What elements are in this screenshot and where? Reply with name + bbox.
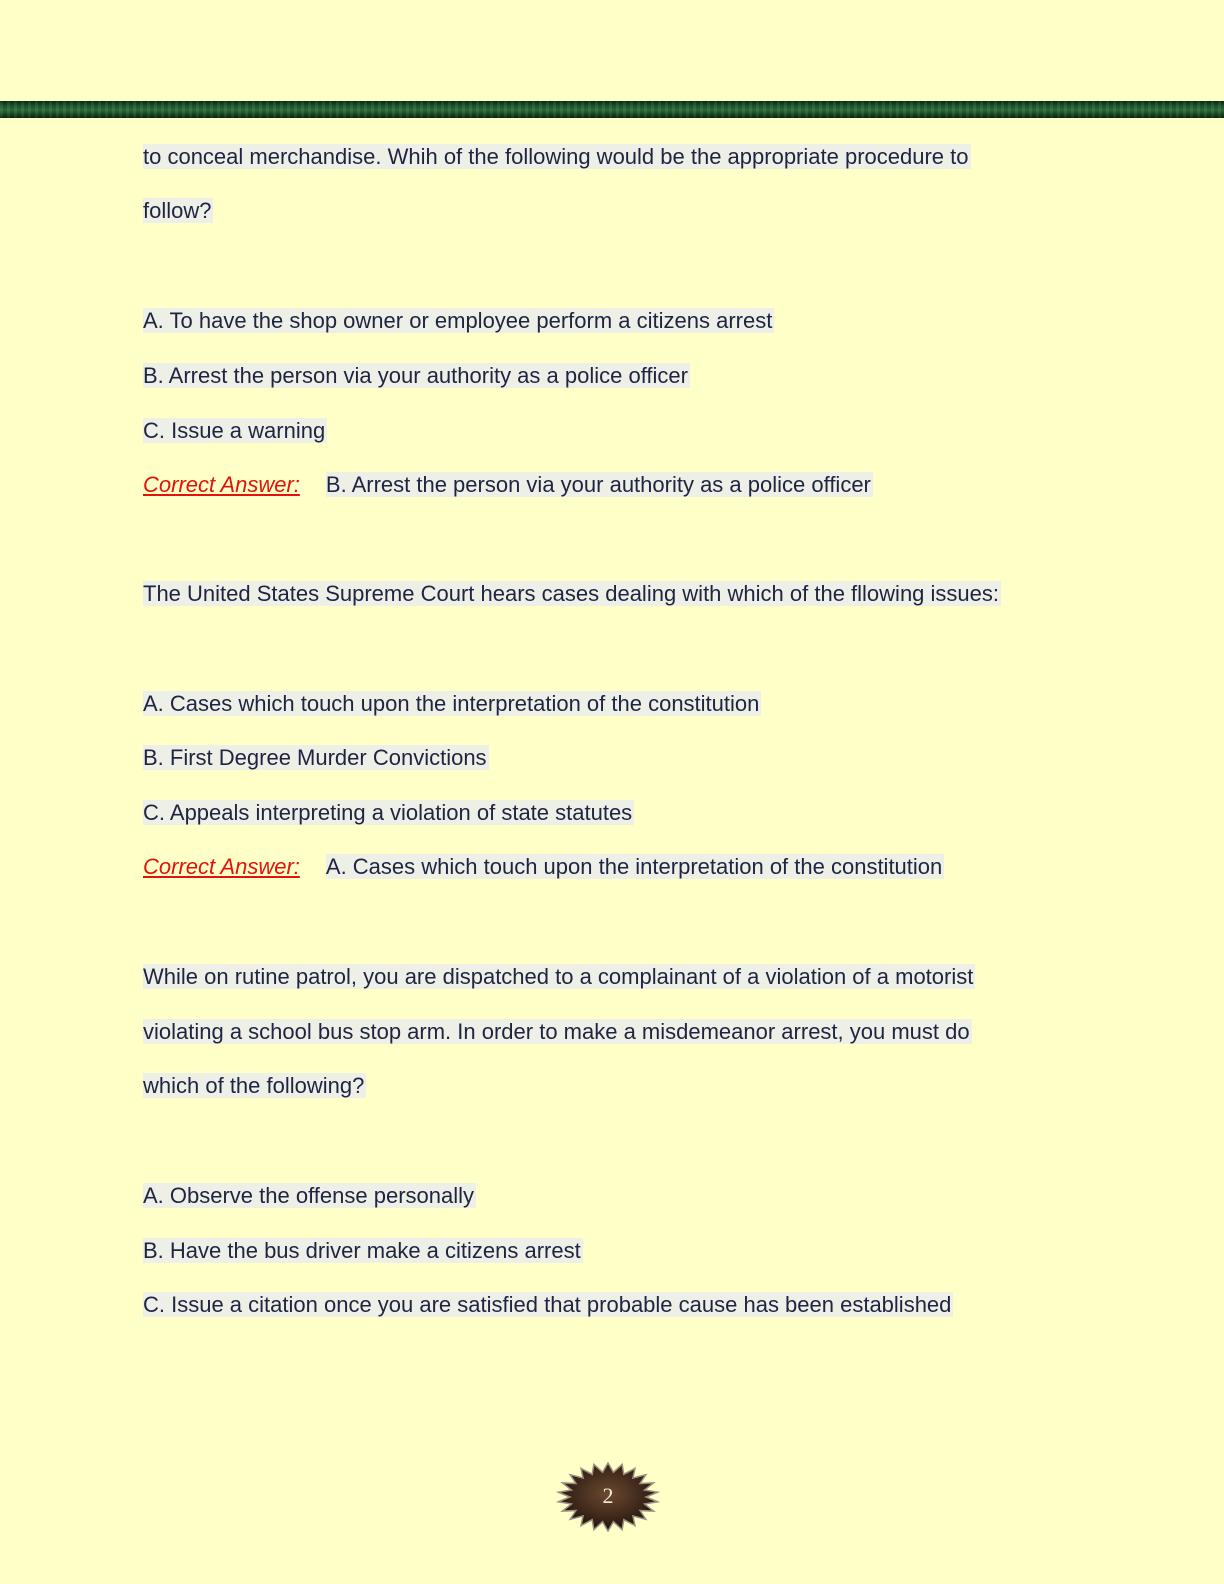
- question-1-option-b: B. Arrest the person via your authority as a police officer: [143, 363, 688, 388]
- question-3-option-c: C. Issue a citation once you are satisfied that probable cause has been established: [143, 1292, 952, 1317]
- question-2-option-c: C. Appeals interpreting a violation of state statutes: [143, 800, 633, 825]
- question-3-stem-line-1: While on rutine patrol, you are dispatched to a complainant of a violation of a motorist: [143, 964, 974, 989]
- question-3-option-a: A. Observe the offense personally: [143, 1183, 475, 1208]
- correct-answer-text: A. Cases which touch upon the interpretation of the constitution: [325, 854, 943, 879]
- question-2-option-b: B. First Degree Murder Convictions: [143, 745, 487, 770]
- question-1-option-a: A. To have the shop owner or employee perform a citizens arrest: [143, 308, 773, 333]
- question-1-option-c: C. Issue a warning: [143, 418, 326, 443]
- question-1-stem-line-1: to conceal merchandise. Whih of the following would be the appropriate procedure to: [143, 144, 969, 169]
- question-2-option-a: A. Cases which touch upon the interpretation of the constitution: [143, 691, 760, 716]
- question-3-stem-line-3: which of the following?: [143, 1073, 365, 1098]
- correct-answer-label: Correct Answer:: [143, 472, 300, 497]
- question-1-answer: [143, 469, 873, 501]
- page-number: 2: [602, 1483, 614, 1508]
- question-3-option-b: B. Have the bus driver make a citizens arrest: [143, 1238, 581, 1263]
- question-2-answer: [143, 851, 944, 883]
- question-3-stem-line-2: violating a school bus stop arm. In order to make a misdemeanor arrest, you must do: [143, 1019, 970, 1044]
- correct-answer-text: B. Arrest the person via your authority as a police officer: [325, 472, 871, 497]
- question-1-stem-line-2: follow?: [143, 198, 212, 223]
- question-2-stem-line-1: The United States Supreme Court hears cases dealing with which of the fllowing issues:: [143, 581, 999, 606]
- correct-answer-label: Correct Answer:: [143, 854, 300, 879]
